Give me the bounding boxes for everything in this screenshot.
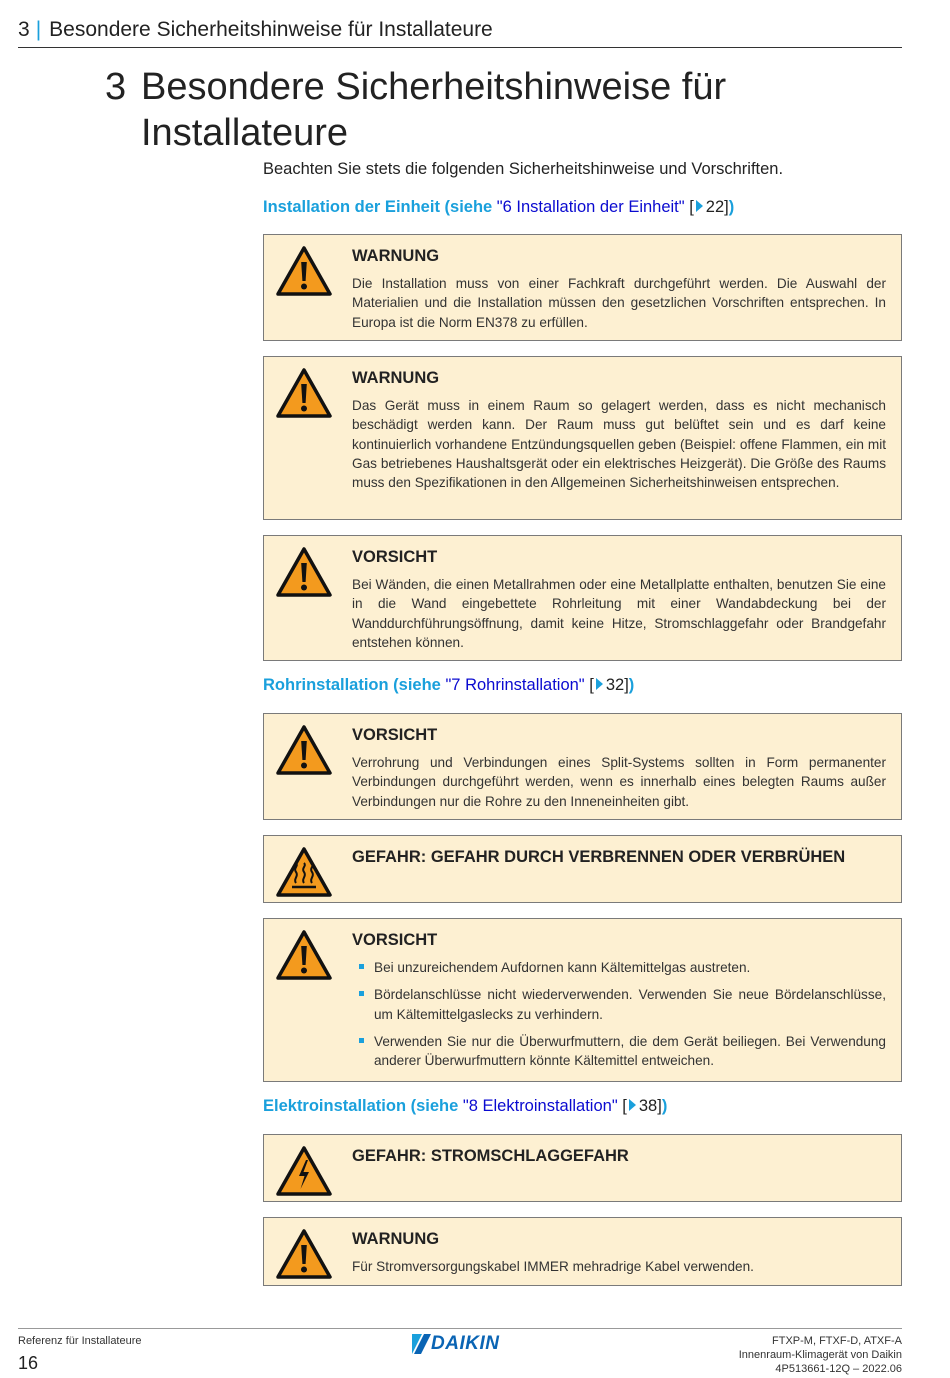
bracket-close: ]: [624, 676, 629, 694]
box-text: Verrohrung und Verbindungen eines Split-Systems sollten in Form permanenter Verbindungen durchgeführt werden, wenn es innerhalb eines belegten Raums außer Verbindungen nur die Rohre zu den Inneneinheiten gibt.: [352, 755, 886, 809]
cross-reference-link[interactable]: "8 Elektroinstallation": [462, 1097, 618, 1115]
bracket-close: ]: [724, 198, 729, 216]
safety-box-danger-burn: [263, 835, 902, 903]
bullet-square-icon: [359, 964, 364, 969]
section-heading-suffix: ): [661, 1097, 668, 1115]
bracket-open: [: [684, 198, 694, 216]
list-item: [352, 1032, 886, 1071]
page-arrow-icon: [629, 1099, 636, 1111]
warning-exclamation-icon: [275, 929, 333, 981]
footer-document-label: Referenz für Installateure: [18, 1335, 142, 1347]
bracket-open: [: [617, 1097, 627, 1115]
safety-box-warning: [263, 1217, 902, 1286]
safety-box-warning: [263, 234, 902, 341]
bullet-list: [352, 958, 886, 1070]
box-title: WARNUNG: [352, 369, 440, 387]
chapter-title-line1: Besondere Sicherheitshinweise für: [141, 66, 727, 108]
box-title: GEFAHR: STROMSCHLAGGEFAHR: [352, 1147, 629, 1165]
page-arrow-icon: [696, 200, 703, 212]
warning-exclamation-icon: [275, 1228, 333, 1280]
section-heading-prefix: Installation der Einheit (siehe: [263, 198, 497, 216]
footer-document-code: 4P513661-12Q – 2022.06: [775, 1363, 902, 1375]
box-text: Bei Wänden, die einen Metallrahmen oder eine Metallplatte enthalten, benutzen Sie eine in die Wand eingebettete Rohrleitung mit einer Wandabdeckung bei der Wanddurchführungsöffnung, damit keine Hitze, Stromschlaggefahr oder Brandgefahr entstehen können.: [352, 577, 886, 650]
box-title: VORSICHT: [352, 931, 438, 949]
section-heading-prefix: Elektroinstallation (siehe: [263, 1097, 463, 1115]
box-text: Für Stromversorgungskabel IMMER mehradrige Kabel verwenden.: [352, 1259, 754, 1274]
page-reference[interactable]: 22: [705, 198, 725, 216]
warning-exclamation-icon: [275, 245, 333, 297]
hot-surface-icon: [275, 846, 333, 898]
section-heading-suffix: ): [628, 676, 635, 694]
list-item-text: Verwenden Sie nur die Überwurfmuttern, die dem Gerät beiliegen. Bei Verwendung anderer Überwurfmuttern könnte Kältemittel entweichen.: [374, 1033, 886, 1069]
list-item: [352, 985, 886, 1024]
safety-box-warning: [263, 356, 902, 520]
header-title: Besondere Sicherheitshinweise für Installateure: [49, 18, 493, 41]
warning-exclamation-icon: [275, 724, 333, 776]
chapter-title-line2: Installateure: [141, 112, 349, 154]
daikin-logo-mark-icon: [410, 1333, 432, 1355]
section-heading-piping: [263, 676, 634, 695]
bullet-square-icon: [359, 991, 364, 996]
section-heading-suffix: ): [728, 198, 735, 216]
cross-reference-link[interactable]: "7 Rohrinstallation": [445, 676, 585, 694]
bracket-open: [: [584, 676, 594, 694]
header-chapter-number: 3: [18, 18, 30, 41]
bullet-square-icon: [359, 1038, 364, 1043]
safety-box-caution: [263, 535, 902, 661]
box-title: VORSICHT: [352, 726, 438, 744]
footer-product-name: Innenraum-Klimagerät von Daikin: [738, 1349, 902, 1361]
box-text: Das Gerät muss in einem Raum so gelagert werden, dass es nicht mechanisch beschädigt werden kann. Der Raum muss gut belüftet sein und es darf keine kontinuierlich vorhandene Entzündungsquellen geben (Beispiel: offene Flammen, ein mit Gas betriebenes Haushaltsgerät oder ein elektrisches Heizgerät). Die Größe des Raums muss den Spezifikationen in den Allgemeinen Sicherheitshinweisen entsprechen.: [352, 398, 886, 491]
footer-models: FTXP-M, FTXF-D, ATXF-A: [772, 1335, 902, 1347]
cross-reference-link[interactable]: "6 Installation der Einheit": [496, 198, 685, 216]
box-title: WARNUNG: [352, 247, 440, 265]
section-heading-electrical: [263, 1097, 667, 1116]
safety-box-caution: [263, 918, 902, 1082]
warning-exclamation-icon: [275, 367, 333, 419]
chapter-number: 3: [105, 66, 127, 108]
list-item-text: Bei unzureichendem Aufdornen kann Kältemittelgas austreten.: [374, 960, 751, 975]
header-separator: |: [35, 18, 42, 41]
bracket-close: ]: [657, 1097, 662, 1115]
daikin-logo: [410, 1333, 510, 1355]
chapter-title: [105, 64, 885, 156]
electric-shock-icon: [275, 1145, 333, 1197]
page-reference[interactable]: 32: [605, 676, 625, 694]
daikin-logo-text: DAIKIN: [431, 1333, 500, 1354]
footer-product-info: [739, 1334, 902, 1376]
box-title: GEFAHR: GEFAHR DURCH VERBRENNEN ODER VERBRÜHEN: [352, 848, 846, 866]
list-item: [352, 958, 886, 977]
box-title: WARNUNG: [352, 1230, 440, 1248]
intro-text: Beachten Sie stets die folgenden Sicherheitshinweise und Vorschriften.: [263, 160, 784, 178]
safety-box-danger-electric: [263, 1134, 902, 1202]
box-title: VORSICHT: [352, 548, 438, 566]
warning-exclamation-icon: [275, 546, 333, 598]
page-arrow-icon: [596, 678, 603, 690]
footer-divider: [18, 1328, 902, 1329]
section-heading-prefix: Rohrinstallation (siehe: [263, 676, 446, 694]
list-item-text: Bördelanschlüsse nicht wiederverwenden. Verwenden Sie neue Bördelanschlüsse, um Kältemittelgaslecks zu verhindern.: [374, 987, 886, 1022]
box-text: Die Installation muss von einer Fachkraft durchgeführt werden. Die Auswahl der Materialien und die Installation müssen den gesetzlichen Vorschriften entsprechen. In Europa ist die Norm EN378 zu erfüllen.: [352, 276, 886, 330]
section-heading-installation: [263, 198, 734, 217]
page-reference[interactable]: 38: [638, 1097, 658, 1115]
running-header: [18, 18, 902, 48]
safety-box-caution: [263, 713, 902, 820]
page-number: 16: [18, 1353, 39, 1373]
